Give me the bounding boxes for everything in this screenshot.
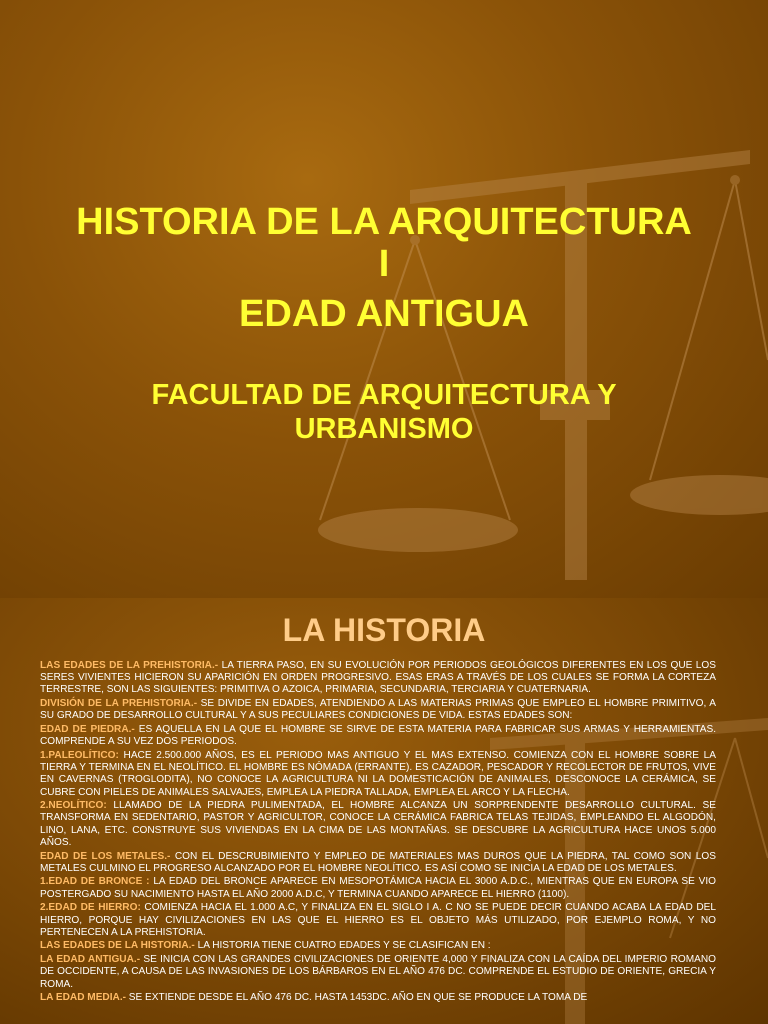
paragraph [40,698,716,722]
paragraph [40,992,716,1004]
slide-title-line3: EDAD ANTIGUA [239,293,529,335]
paragraph [40,750,716,799]
paragraph [40,724,716,748]
paragraph [40,940,716,952]
paragraph [40,851,716,875]
paragraph [40,800,716,849]
history-text [40,660,716,1006]
slide-title-line1: HISTORIA DE LA ARQUITECTURA [76,201,692,243]
slide-subtitle: FACULTAD DE ARQUITECTURA Y URBANISMO [151,379,617,445]
paragraph-key: DIVISIÓN DE LA PREHISTORIA.- [40,698,198,710]
paragraph-text: COMIENZA HACIA EL 1.000 A.C, Y FINALIZA EN EL SIGLO I A. C NO SE PUEDE DECIR CUANDO ACABA LA EDAD DEL HIERRO, PORQUE HAY CIVILIZACIONES EN LAS QUE EL HIERRO ES EL OBJETO MÁS UTILIZADO, POR EJEMPLO ROMA, Y NO PERTENECEN A LA PREHISTORIA. [40,902,716,938]
paragraph [40,876,716,900]
paragraph-text: LA TIERRA PASO, EN SU EVOLUCIÓN POR PERIODOS GEOLÓGICOS DIFERENTES EN LOS QUE LOS SERES VIVIENTES HICIERON SU APARICIÓN EN ORDEN PROGRESIVO. ESAS ERAS A TRAVÉS DE LOS CUALES SE FORMA LA CORTEZA TERRESTRE, SON LAS SIGUIENTES: PRIMITIVA O AZOICA, PRIMARIA, SECUNDARIA, TERCIARIA Y CUATERNARIA. [40,660,716,696]
paragraph-text: LA HISTORIA TIENE CUATRO EDADES Y SE CLASIFICAN EN : [194,940,491,952]
paragraph-text: CON EL DESCRUBIMIENTO Y EMPLEO DE MATERIALES MAS DUROS QUE LA PIEDRA, TAL COMO SON LOS METALES CULMINO EL PROGRESO ALCANZADO POR EL HOMBRE NEOLÍTICO. ES ASÍ COMO SE INICIA LA EDAD DE LOS METALES. [40,850,716,874]
paragraph-key: 1.PALEOLÍTICO: [40,749,119,761]
paragraph-key: LA EDAD ANTIGUA.- [40,954,141,966]
paragraph-text: ES AQUELLA EN LA QUE EL HOMBRE SE SIRVE DE ESTA MATERIA PARA FABRICAR SUS ARMAS Y HERRAMIENTAS. COMPRENDE A SU VEZ DOS PERIODOS. [40,724,716,748]
paragraph [40,954,716,991]
paragraph-text: SE EXTIENDE DESDE EL AÑO 476 DC. HASTA 1453DC. AÑO EN QUE SE PRODUCE LA TOMA DE [125,992,588,1004]
paragraph-key: LAS EDADES DE LA PREHISTORIA.- [40,660,219,671]
paragraph [40,660,716,697]
paragraph-key: EDAD DE PIEDRA.- [40,724,135,736]
slide-title-line2: I [378,243,390,285]
paragraph-key: LA EDAD MEDIA.- [40,992,126,1004]
paragraph-text: HACE 2.500.000 AÑOS, ES EL PERIODO MAS ANTIGUO Y EL MAS EXTENSO. COMIENZA CON EL HOMBRE SOBRE LA TIERRA Y TERMINA EN EL NEOLÍTICO. EL HOMBRE ES NÓMADA (ERRANTE). ES CAZADOR, PESCADOR Y RECOLECTOR DE FRUTOS, VIVE EN CAVERNAS (TROGLODITA), NO CONOCE LA AGRICULTURA NI LA DOMESTICACIÓN DE ANIMALES, DESCONOCE LA CERÁMICA, SE CUBRE CON PIELES DE ANIMALES SALVAJES, EMPLEA LA PIEDRA TALLADA, EMPLEA EL ARCO Y LA FLECHA. [40,749,716,798]
paragraph-key: 2.EDAD DE HIERRO: [40,902,141,914]
paragraph-text: SE INICIA CON LAS GRANDES CIVILIZACIONES DE ORIENTE 4,000 Y FINALIZA CON LA CAÍDA DEL IMPERIO ROMANO DE OCCIDENTE, A CAUSA DE LAS INVASIONES DE LOS BÁRBAROS EN EL AÑO 476 DC. COMPRENDE EL ESTUDIO DE ORIENTE, GRECIA Y ROMA. [40,954,716,990]
paragraph-text: LLAMADO DE LA PIEDRA PULIMENTADA, EL HOMBRE ALCANZA UN SORPRENDENTE DESARROLLO CULTURAL. SE TRANSFORMA EN SEDENTARIO, PASTOR Y AGRICULTOR, CONOCE LA CERÁMICA FABRICA TELAS TEJIDAS, EMPLEANDO EL ALGODÓN, LINO, LANA, ETC. CONSTRUYE SUS VIVIENDAS EN LA CIMA DE LAS MONTAÑAS. SE DESCUBRE LA AGRICULTURA HACE UNOS 5.000 AÑOS. [40,800,716,848]
section-heading: LA HISTORIA [282,612,486,648]
paragraph-text: LA EDAD DEL BRONCE APARECE EN MESOPOTÁMICA HACIA EL 3000 A.D.C., MIENTRAS QUE EN EUROPA SE VIO POSTERGADO SU NACIMIENTO HASTA EL AÑO 2000 A.D.C, Y TERMINA CUANDO APARECE EL HIERRO (1100). [40,876,717,900]
paragraph-key: 2.NEOLÍTICO: [40,800,107,812]
paragraph-key: 1.EDAD DE BRONCE : [40,876,150,888]
paragraph-text: SE DIVIDE EN EDADES, ATENDIENDO A LAS MATERIAS PRIMAS QUE EMPLEO EL HOMBRE PRIMITIVO, A SU GRADO DE DESARROLLO CULTURAL Y A SUS PECULIARES CONDICIONES DE VIDA. ESTAS EDADES SON: [40,698,716,722]
paragraph-key: LAS EDADES DE LA HISTORIA.- [40,940,195,952]
paragraph [40,902,716,939]
paragraph-key: EDAD DE LOS METALES.- [40,850,171,862]
